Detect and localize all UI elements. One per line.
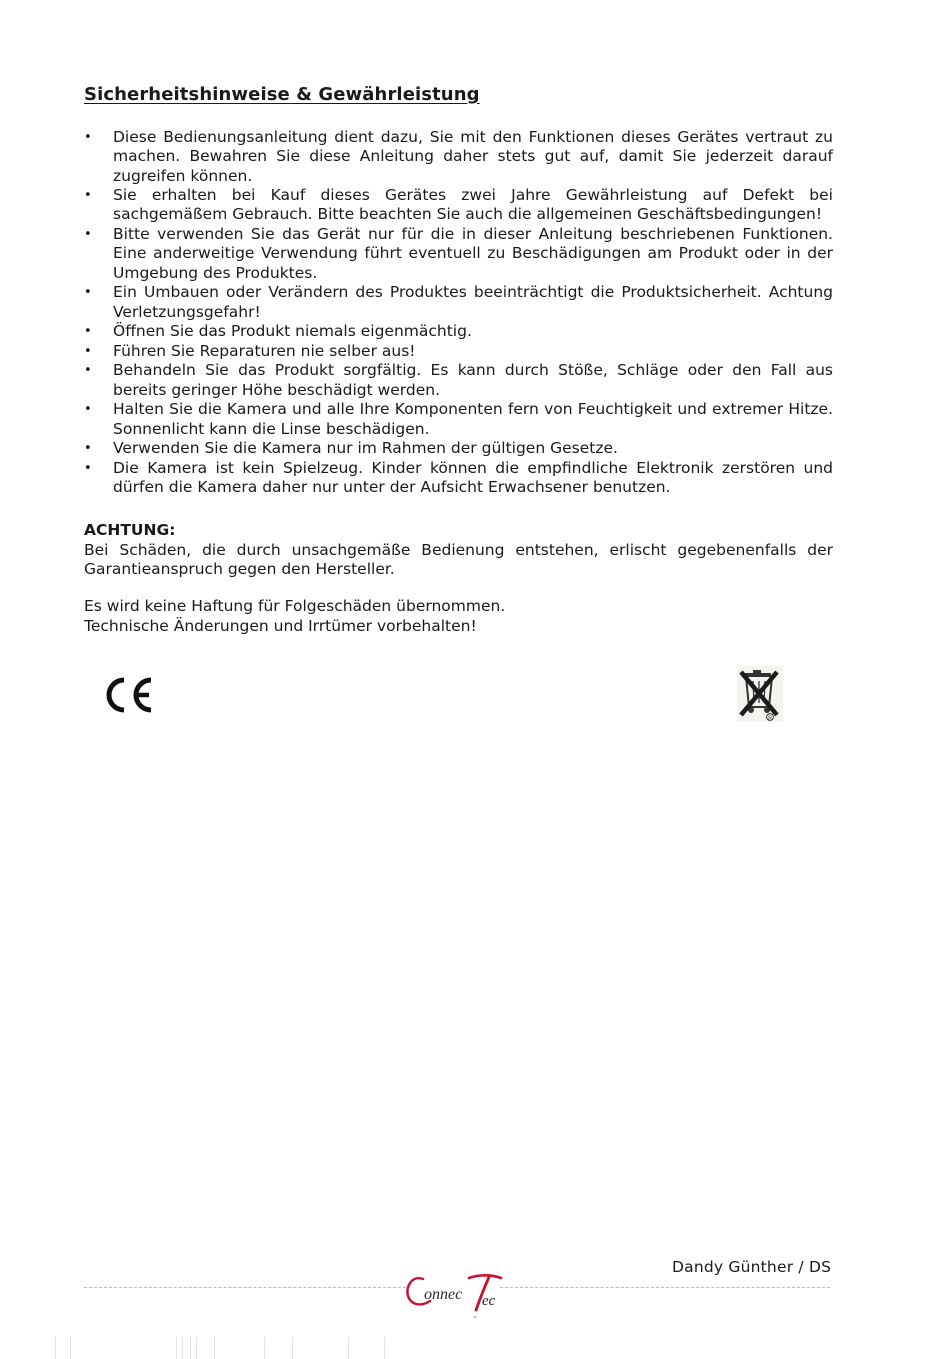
svg-text:ec: ec [482, 1293, 496, 1309]
svg-text:R: R [768, 715, 772, 722]
list-item [84, 400, 833, 439]
crossed-out-wheelie-bin-icon [733, 663, 787, 729]
list-item-text: Sie erhalten bei Kauf dieses Gerätes zwei Jahre Gewährleistung auf Defekt bei sachgemäßem Gebrauch. Bitte beachten Sie auch die allgemeinen Geschäftsbedingungen! [113, 186, 833, 224]
bullet-icon: • [84, 188, 92, 204]
scan-artifacts [0, 1333, 950, 1359]
list-item-text: Führen Sie Reparaturen nie selber aus! [113, 341, 416, 360]
disclaimer-line: Technische Änderungen und Irrtümer vorbehalten! [84, 616, 477, 635]
safety-bullet-list [84, 128, 833, 498]
bullet-icon: • [84, 227, 92, 243]
page-title: Sicherheitshinweise & Gewährleistung [84, 84, 480, 105]
bullet-icon: • [84, 343, 92, 359]
footer-divider [500, 1287, 830, 1288]
disclaimer-line: Es wird keine Haftung für Folgeschäden übernommen. [84, 597, 506, 615]
warning-block [84, 521, 833, 580]
footer-author: Dandy Günther / DS [672, 1258, 832, 1276]
bullet-icon: • [84, 130, 92, 145]
list-item [84, 283, 833, 322]
list-item-text: Bitte verwenden Sie das Gerät nur für die in dieser Anleitung beschriebenen Funktionen. Eine anderweitige Verwendung führt eventuell zu Beschädigungen am Produkt oder in der Umgebung des Produktes. [113, 225, 833, 282]
bullet-icon: • [84, 441, 92, 457]
bullet-icon: • [84, 363, 92, 379]
list-item [84, 186, 833, 225]
list-item-text: Halten Sie die Kamera und alle Ihre Komponenten fern von Feuchtigkeit und extremer Hitze. Sonnenlicht kann die Linse beschädigen. [113, 400, 833, 438]
list-item-text: Die Kamera ist kein Spielzeug. Kinder können die empfindliche Elektronik zerstören und dürfen die Kamera daher nur unter der Aufsicht Erwachsener benutzen. [113, 458, 833, 497]
disclaimer-block [84, 597, 833, 636]
bullet-icon: • [84, 324, 92, 340]
list-item-text: Öffnen Sie das Produkt niemals eigenmächtig. [113, 322, 472, 341]
company-logo [403, 1272, 505, 1326]
bullet-icon: • [84, 402, 92, 418]
list-item [84, 322, 833, 341]
list-item [84, 459, 833, 498]
list-item [84, 361, 833, 400]
warning-text: Bei Schäden, die durch unsachgemäße Bedienung entstehen, erlischt gegebenenfalls der Garantieanspruch gegen den Hersteller. [84, 540, 833, 578]
list-item [84, 225, 833, 283]
warning-heading: ACHTUNG: [84, 521, 176, 539]
ce-mark-icon [102, 674, 156, 720]
bullet-icon: • [84, 460, 92, 476]
list-item [84, 128, 833, 186]
list-item-text: Verwenden Sie die Kamera nur im Rahmen der gültigen Gesetze. [113, 439, 618, 458]
footer-divider [84, 1287, 406, 1288]
list-item-text: Ein Umbauen oder Verändern des Produktes beeinträchtigt die Produktsicherheit. Achtung Verletzungsgefahr! [113, 283, 833, 321]
list-item-text: Diese Bedienungsanleitung dient dazu, Sie mit den Funktionen dieses Gerätes vertraut zu machen. Bewahren Sie diese Anleitung daher stets gut auf, damit Sie jederzeit darauf zugreifen können. [113, 128, 833, 185]
list-item [84, 439, 833, 458]
svg-text:onnec: onnec [424, 1286, 463, 1303]
list-item [84, 342, 833, 361]
bullet-icon: • [84, 285, 92, 301]
list-item-text: Behandeln Sie das Produkt sorgfältig. Es kann durch Stöße, Schläge oder den Fall aus bereits geringer Höhe beschädigt werden. [113, 361, 833, 399]
